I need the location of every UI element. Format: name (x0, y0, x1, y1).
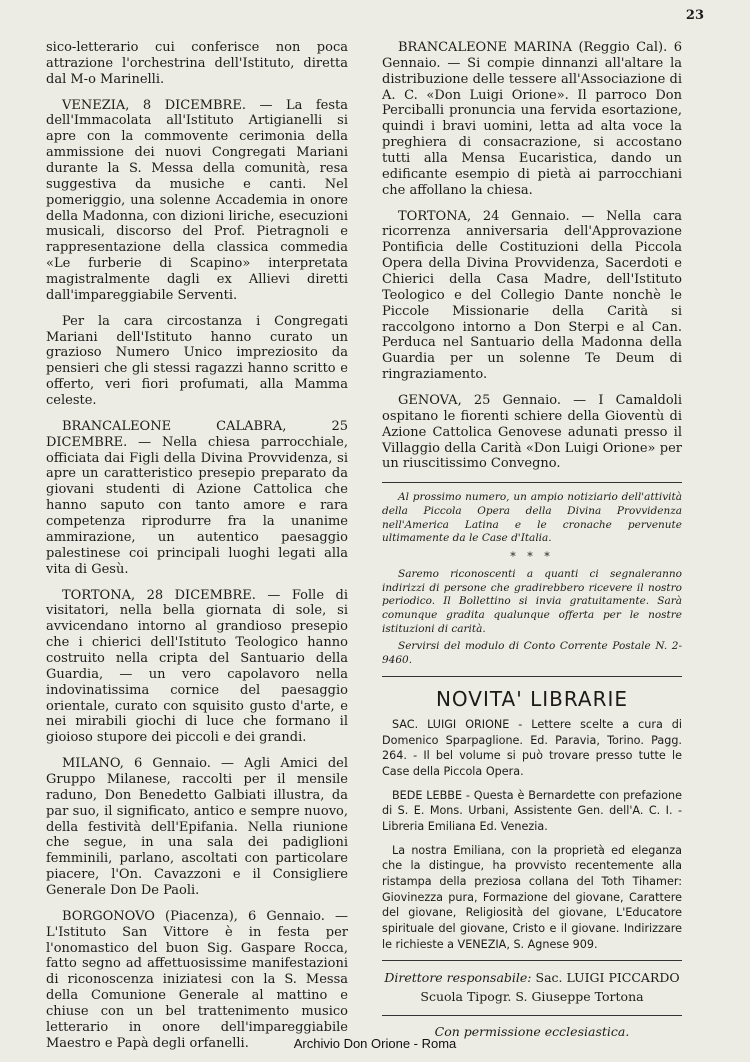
divider (382, 1015, 682, 1016)
news-item: TORTONA, 28 DICEMBRE. — Folle di visitatori, nella bella giornata di sole, si avvicendano intorno al grandioso presepio che i chierici dell'Istituto Teologico hanno costruito nella cripta del Santuario della Guardia, — un vero capolavoro nella indovinatissima cornice del paesaggio orientale, curato con squisito gusto d'arte, e nei mirabili giochi di luce che formano il gioioso stupore dei piccoli e dei grandi. (46, 587, 348, 746)
permission: Con permissione ecclesiastica. (434, 1023, 630, 1039)
news-item: BORGONOVO (Piacenza), 6 Gennaio. — L'Istituto San Vittore è in festa per l'onomastico del buon Sig. Gaspare Rocca, fatto segno ad affettuosissime manifestazioni di riconoscenza iniziatesi con la S. Messa della Comunione Generale al mattino e chiuse con un bel trattenimento musico letterario in onore dell'impareggiabile Maestro e Papà degli orfanelli. (46, 908, 348, 1051)
divider (382, 960, 682, 961)
notices (382, 491, 682, 667)
news-item: GENOVA, 25 Gennaio. — I Camaldoli ospitano le fiorenti schiere della Gioventù di Azione Cattolica Genovese adunati presso il Villaggio della Carità «Don Luigi Orione» per un riuscitissimo Convegno. (382, 393, 682, 472)
stars-separator: * * * (510, 549, 554, 563)
next-issue-notice: Al prossimo numero, un ampio notiziario dell'attività della Piccola Opera della Divina Provvidenza nell'America Latina e le cronache pervenute ultimamente da le Case d'Italia. (382, 491, 682, 545)
books-section (382, 687, 682, 953)
news-item: TORTONA, 24 Gennaio. — Nella cara ricorrenza anniversaria dell'Approvazione Pontificia delle Costituzioni della Piccola Opera della Divina Provvidenza, Sacerdoti e Chierici della Casa Madre, dell'Istituto Teologico e del Collegio Dante nonchè le Piccole Missionarie della Carità si raccolgono intorno a Don Sterpi e al Can. Perduca nel Santuario della Madonna della Guardia per un solenne Te Deum di ringraziamento. (382, 208, 682, 383)
divider (382, 676, 682, 677)
books-heading: NOVITA' LIBRARIE (435, 686, 629, 711)
news-item: BRANCALEONE CALABRA, 25 DICEMBRE. — Nella chiesa parrocchiale, officiata dai Figli della Divina Provvidenza, si apre un caratteristico presepio preparato da giovani studenti di Azione Cattolica che hanno saputo con tanto amore e rara competenza riprodurre fra la unanime ammirazione, un autentico paesaggio palestinese coi principali luoghi legati alla vita di Gesù. (46, 418, 348, 577)
news-item: MILANO, 6 Gennaio. — Agli Amici del Gruppo Milanese, raccolti per il mensile raduno, Don Benedetto Galbiati illustra, da par suo, il significato, antico e sempre nuovo, della festività dell'Epifania. Nella riunione che segue, in una sala dei padiglioni femminili, parlano, ascoltati con particolare piacere, l'On. Cavazzoni e il Consigliere Generale Don De Paoli. (46, 756, 348, 898)
addresses-notice: Saremo riconoscenti a quanti ci segnaleranno indirizzi di persone che gradirebbero ricevere il nostro periodico. Il Bollettino si invia gratuitamente. Sarà comunque gradita qualunque offerta per le nostre istituzioni di carità. (382, 568, 682, 635)
director-label: Direttore responsabile: (384, 970, 532, 986)
news-item: BRANCALEONE MARINA (Reggio Cal). 6 Gennaio. — Si compie dinnanzi all'altare la distribuzione delle tessere all'Associazione di A. C. «Don Luigi Orione». Il parroco Don Perciballi pronuncia una fervida esortazione, quindi i bravi uomini, letta ad alta voce la preghiera di consacrazione, si accostano tutti alla Mensa Eucaristica, dando un edificante esempio di pietà ai parrocchiani che affollano la chiesa. (382, 40, 682, 198)
book-item: La nostra Emiliana, con la proprietà ed eleganza che la distingue, ha provvisto recentemente alla ristampa della preziosa collana del Toth Tihamer: Giovinezza pura, Formazione del giovane, Carattere del giovane, Religiosità del giovane, L'Educatore spirituale del giovane, Cristo e il giovane. Indirizzare le richieste a VENEZIA, S. Agnese 909. (382, 843, 682, 951)
director-name: Sac. LUIGI PICCARDO (535, 970, 680, 986)
news-item: Per la cara circostanza i Congregati Mariani dell'Istituto hanno curato un grazioso Numero Unico impreziosito da pensieri che gli stessi ragazzi hanno scritto e offerto, veri fiori profumati, alla Mamma celeste. (46, 313, 348, 409)
page-number: 23 (685, 8, 704, 23)
left-column (46, 40, 348, 1062)
book-item: SAC. LUIGI ORIONE - Lettere scelte a cura di Domenico Sparpaglione. Ed. Paravia, Torino. Pagg. 264. - Il bel volume si può trovare presso tutte le Case della Piccola Opera. (382, 718, 682, 779)
divider (382, 482, 682, 483)
postal-notice: Servirsi del modulo di Conto Corrente Postale N. 2-9460. (382, 640, 682, 667)
right-column (382, 40, 682, 1039)
printer: Scuola Tipogr. S. Giuseppe Tortona (420, 989, 644, 1005)
book-item: BEDE LEBBE - Questa è Bernardette con prefazione di S. E. Mons. Urbani, Assistente Gen. dell'A. C. I. - Libreria Emiliana Ed. Venezia. (382, 788, 682, 834)
news-item: sico-letterario cui conferisce non poca attrazione l'orchestrina dell'Istituto, diretta dal M-o Marinelli. (46, 40, 348, 87)
imprint (382, 969, 682, 1007)
archive-label: Archivio Don Orione - Roma (293, 1036, 457, 1051)
news-item: VENEZIA, 8 DICEMBRE. — La festa dell'Immacolata all'Istituto Artigianelli si apre con la commovente cerimonia della ammissione dei nuovi Congregati Mariani durante la S. Messa della comunità, resa suggestiva da musiche e canti. Nel pomeriggio, una solenne Accademia in onore della Madonna, con dizioni liriche, esecuzioni musicali, discorso del Prof. Pietragnoli e rappresentazione della classica commedia «Le furberie di Scapino» interpretata magistralmente dagli ex Allievi diretti dall'impareggiabile Serventi. (46, 97, 348, 303)
